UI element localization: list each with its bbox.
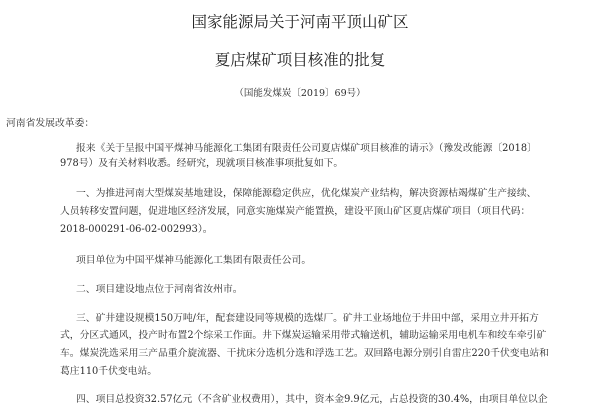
- section-1-line: 人员转移安置问题，促进地区经济发展，同意实施煤炭产能置换，建设平顶山矿区夏店煤矿项目（项目代码：: [60, 206, 531, 217]
- document-title-line-2: 夏店煤矿项目核准的批复: [214, 51, 386, 69]
- section-4-line: 四、项目总投资32.57亿元（不含矿业权费用），其中，资本金9.9亿元，占总投资的30.4%，由项目单位以企: [76, 394, 548, 405]
- addressee: 河南省发展改革委：: [6, 118, 95, 129]
- intro-paragraph-line: 报来《关于呈报中国平煤神马能源化工集团有限责任公司夏店煤矿项目核准的请示》（豫发改能源〔2018〕: [76, 143, 537, 154]
- section-1-line: 2018-000291-06-02-002993）。: [60, 224, 213, 235]
- document-title-line-1: 国家能源局关于河南平顶山矿区: [191, 13, 409, 31]
- project-unit-paragraph: 项目单位为中国平煤神马能源化工集团有限责任公司。: [76, 255, 312, 266]
- document-number: （国能发煤炭〔2019〕69号）: [234, 88, 366, 99]
- section-3-line: 车。煤炭洗选采用三产品重介旋流器、干扰床分选机分选和浮选工艺。双回路电源分别引自雷庄220千伏变电站和: [60, 348, 549, 359]
- section-3-line: 式，分区式通风，投产时布置2个综采工作面。井下煤炭运输采用带式输送机，辅助运输采用电机车和绞车牵引矿: [60, 330, 547, 341]
- section-3-line: 葛庄110千伏变电站。: [60, 366, 158, 377]
- intro-paragraph-line: 978号）及有关材料收悉。经研究，现就项目核准事项批复如下。: [60, 158, 344, 169]
- section-1-line: 一、为推进河南大型煤炭基地建设，保障能源稳定供应，优化煤炭产业结构，解决资源枯竭煤矿生产接续、: [76, 188, 537, 199]
- section-3-line: 三、矿井建设规模150万吨/年，配套建设同等规模的选煤厂。矿井工业场地位于井田中部，采用立井开拓方: [76, 313, 539, 324]
- section-2-paragraph: 二、项目建设地点位于河南省汝州市。: [76, 284, 243, 295]
